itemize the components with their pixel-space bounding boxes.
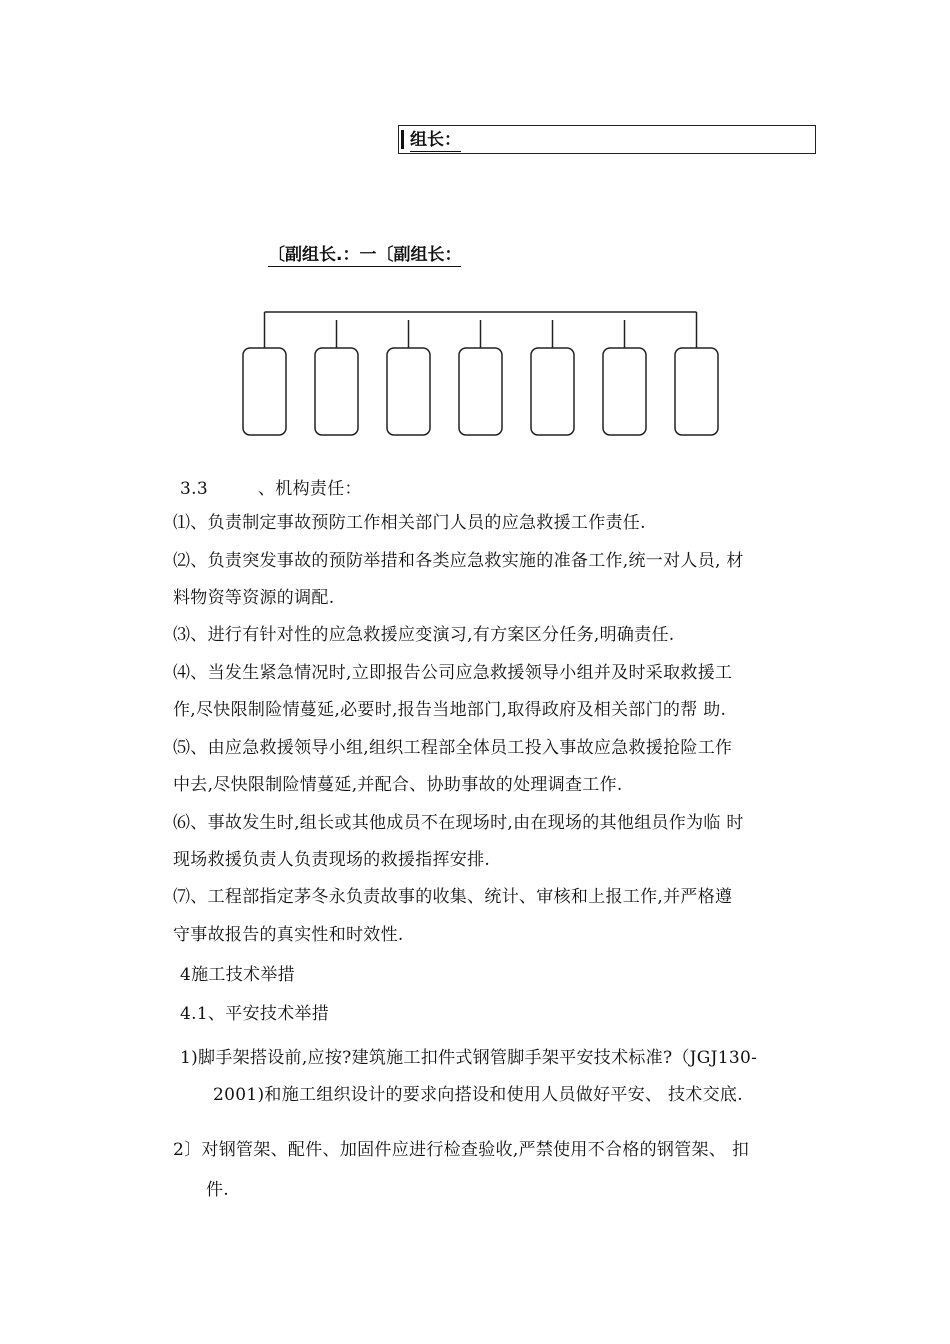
- measure-item-1-cont: 2001)和施工组织设计的要求向搭设和使用人员做好平安、 技术交底.: [213, 1085, 743, 1105]
- measure-item-2-cont: 件.: [206, 1180, 230, 1200]
- org-chart-member-box: [315, 348, 358, 435]
- duty-line-5: ⑷、当发生紧急情况时,立即报告公司应急救援领导小组并及时采取救援工: [173, 663, 733, 683]
- duty-line-11: ⑺、工程部指定茅冬永负责故事的收集、统计、审核和上报工作,并严格遵: [173, 887, 733, 907]
- duty-line-10: 现场救援负责人负责现场的救援指挥安排.: [173, 850, 491, 870]
- section-4-heading: 4施工技术举措: [180, 965, 295, 985]
- duty-line-3: 料物资等资源的调配.: [173, 588, 335, 608]
- duty-line-1: ⑴、负责制定事故预防工作相关部门人员的应急救援工作责任.: [173, 513, 646, 533]
- org-chart-member-box: [387, 348, 430, 435]
- duty-line-9: ⑹、事故发生时,组长或其他成员不在现场时,由在现场的其他组员作为临 时: [173, 813, 744, 833]
- measure-item-2: 2〕对钢管架、配件、加固件应进行检查验收,严禁使用不合格的钢管架、 扣: [173, 1140, 750, 1160]
- duty-line-12: 守事故报告的真实性和时效性.: [173, 925, 404, 945]
- leader-label: 组长：: [410, 130, 461, 150]
- section-3-3-title: 、机构责任：: [258, 479, 362, 499]
- org-chart-member-box: [675, 348, 718, 435]
- org-chart-member-box: [531, 348, 574, 435]
- duty-line-4: ⑶、进行有针对性的应急救援应变演习,有方案区分任务,明确责任.: [173, 625, 675, 645]
- section-4-1-heading: 4.1、平安技术举措: [180, 1004, 330, 1024]
- section-3-3-number: 3.3: [180, 479, 208, 499]
- org-chart: [0, 0, 950, 460]
- org-chart-member-box: [243, 348, 286, 435]
- deputy-leaders-label: 〔副组长.：一〔副组长：: [268, 245, 462, 265]
- measure-item-1: 1)脚手架搭设前,应按?建筑施工扣件式钢管脚手架平安技术标准?（JGJ130-: [180, 1048, 758, 1068]
- duty-line-7: ⑸、由应急救援领导小组,组织工程部全体员工投入事故应急救援抢险工作: [173, 738, 733, 758]
- duty-line-2: ⑵、负责突发事故的预防举措和各类应急救实施的准备工作,统一对人员, 材: [173, 551, 744, 571]
- org-chart-member-box: [459, 348, 502, 435]
- duty-line-6: 作,尽快限制险情蔓延,必要时,报告当地部门,取得政府及相关部门的帮 助.: [173, 700, 727, 720]
- org-chart-member-box: [603, 348, 646, 435]
- duty-line-8: 中去,尽快限制险情蔓延,并配合、协助事故的处理调查工作.: [173, 775, 623, 795]
